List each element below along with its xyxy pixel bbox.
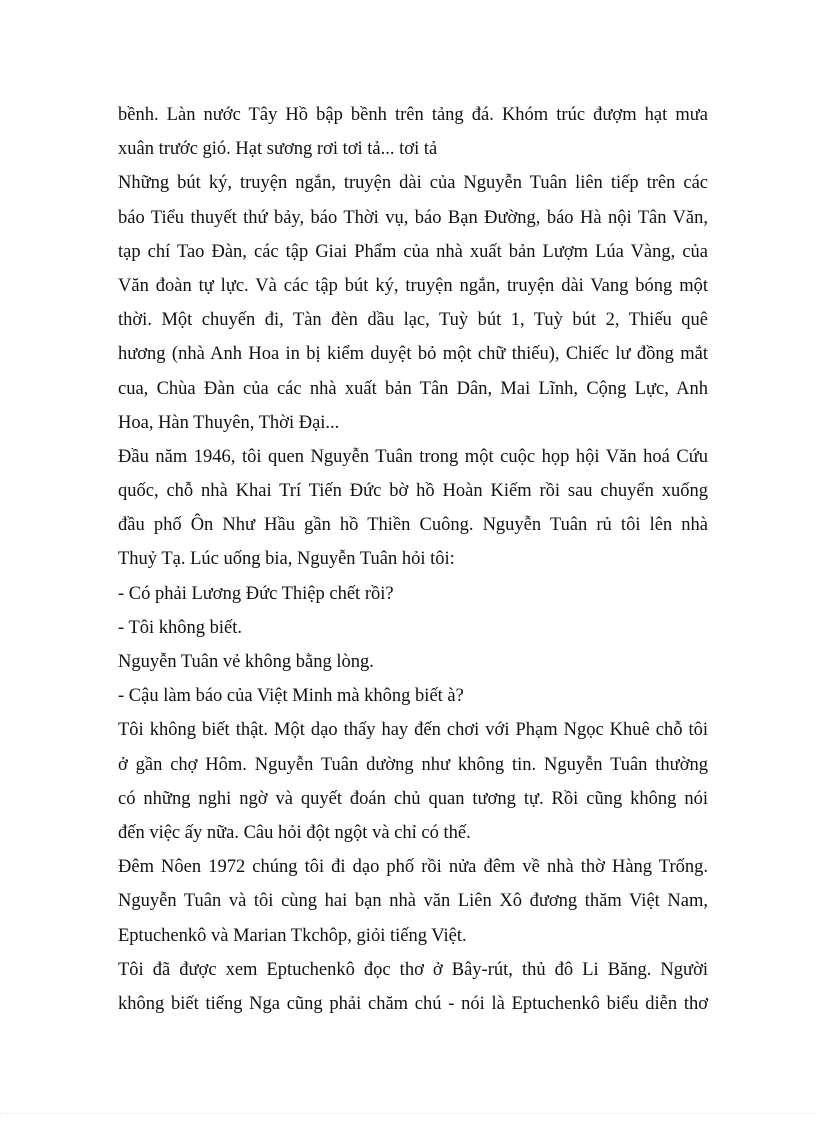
- text-line: - Cậu làm báo của Việt Minh mà không biết à?: [118, 686, 464, 707]
- text-line: Nguyễn Tuân vẻ không bằng lòng.: [118, 652, 374, 672]
- text-line: đến việc ấy nữa. Câu hỏi đột ngột và chỉ có thế.: [118, 822, 471, 843]
- text-line: đầu phố Ôn Như Hầu gần hồ Thiền Cuông. Nguyễn Tuân rủ tôi lên nhà: [118, 515, 708, 536]
- text-line: Văn đoàn tự lực. Và các tập bút ký, truyện ngắn, truyện dài Vang bóng một: [118, 275, 708, 296]
- text-line: - Có phải Lương Đức Thiệp chết rồi?: [118, 583, 394, 604]
- text-line: Tôi đã được xem Eptuchenkô đọc thơ ở Bây-rút, thủ đô Li Băng. Người: [118, 959, 708, 980]
- text-line: thời. Một chuyến đi, Tàn đèn dầu lạc, Tuỳ bút 1, Tuỳ bút 2, Thiếu quê: [118, 310, 708, 331]
- text-line: - Tôi không biết.: [118, 617, 243, 638]
- text-line: tạp chí Tao Đàn, các tập Giai Phẩm của nhà xuất bản Lượm Lúa Vàng, của: [118, 241, 708, 262]
- text-line: báo Tiểu thuyết thứ bảy, báo Thời vụ, báo Bạn Đường, báo Hà nội Tân Văn,: [118, 207, 708, 228]
- body-text: [118, 98, 708, 1021]
- text-line: Hoa, Hàn Thuyên, Thời Đại...: [118, 412, 340, 433]
- text-line: Nguyễn Tuân và tôi cùng hai bạn nhà văn Liên Xô đương thăm Việt Nam,: [118, 891, 708, 912]
- text-line: bềnh. Làn nước Tây Hồ bập bềnh trên tảng đá. Khóm trúc đượm hạt mưa: [118, 105, 708, 125]
- text-line: cua, Chùa Đàn của các nhà xuất bản Tân Dân, Mai Lĩnh, Cộng Lực, Anh: [118, 378, 708, 399]
- text-line: Những bút ký, truyện ngắn, truyện dài của Nguyễn Tuân liên tiếp trên các: [118, 173, 708, 194]
- text-line: Eptuchenkô và Marian Tkchôp, giỏi tiếng Việt.: [118, 925, 467, 946]
- text-line: Đầu năm 1946, tôi quen Nguyễn Tuân trong một cuộc họp hội Văn hoá Cứu: [118, 446, 708, 467]
- text-line: Tôi không biết thật. Một dạo thấy hay đến chơi với Phạm Ngọc Khuê chỗ tôi: [118, 720, 708, 741]
- text-line: quốc, chỗ nhà Khai Trí Tiến Đức bờ hồ Hoàn Kiếm rồi sau chuyển xuống: [118, 481, 708, 502]
- text-line: có những nghi ngờ và quyết đoán chủ quan tương tự. Rồi cũng không nói: [118, 788, 708, 809]
- text-line: ở gần chợ Hôm. Nguyễn Tuân dường như không tin. Nguyễn Tuân thường: [118, 754, 708, 775]
- text-line: Đêm Nôen 1972 chúng tôi đi dạo phố rồi nửa đêm về nhà thờ Hàng Trống.: [118, 857, 708, 878]
- page-bottom-rule: [0, 1113, 816, 1114]
- text-line: xuân trước gió. Hạt sương rơi tơi tả... tơi tả: [118, 139, 438, 160]
- text-line: không biết tiếng Nga cũng phải chăm chú - nói là Eptuchenkô biểu diễn thơ: [118, 993, 708, 1014]
- text-line: hương (nhà Anh Hoa in bị kiểm duyệt bỏ một chữ thiếu), Chiếc lư đồng mắt: [118, 344, 708, 365]
- text-line: Thuỷ Tạ. Lúc uống bia, Nguyễn Tuân hỏi tôi:: [118, 549, 455, 570]
